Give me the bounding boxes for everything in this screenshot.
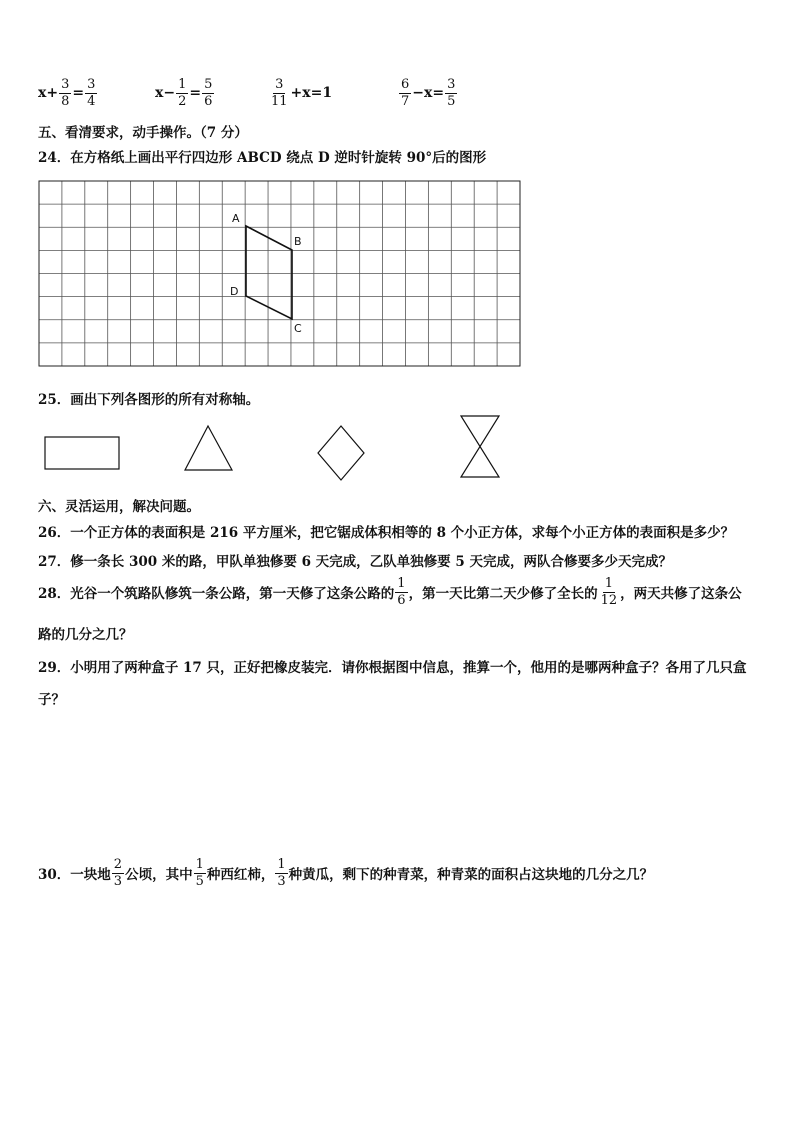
triangle-shape: [185, 426, 232, 470]
q28-fraction-1: [395, 577, 407, 607]
question-27: 27．修一条长 300 米的路，甲队单独修要 6 天完成，乙队单独修要 5 天完成，两队合修要多少天完成？: [38, 554, 672, 570]
eq4-den-a: 7: [401, 93, 410, 109]
eq1-den-b: 4: [87, 93, 96, 109]
eq1-fraction-b: [85, 78, 97, 108]
point-d-label: D: [230, 285, 239, 298]
q30-part2: 公顷，其中: [125, 867, 193, 884]
eq2-pre: x−: [155, 85, 176, 102]
eq4-den-b: 5: [447, 93, 456, 109]
question-28-line-2: 路的几分之几？: [38, 627, 133, 643]
eq3-mid: +x=1: [290, 85, 333, 102]
q30-fraction-1: [112, 858, 124, 888]
q30-part1: 30．一块地: [38, 867, 111, 884]
q28-part3: ，两天共修了这条公: [620, 586, 742, 603]
eq2-num-b: 5: [204, 77, 213, 92]
eq4-mid: −x=: [412, 85, 445, 102]
eq3-fraction-a: [269, 78, 290, 108]
eq1-fraction-a: [59, 78, 71, 108]
q28-frac1-num: 1: [397, 576, 406, 591]
eq3-num-a: 3: [275, 77, 284, 92]
eq2-num-a: 1: [178, 77, 187, 92]
eq4-fraction-a: [399, 78, 411, 108]
q30-fraction-3: [275, 858, 287, 888]
question-29-line-1: 29．小明用了两种盒子 17 只，正好把橡皮装完．请你根据图中信息，推算一个，他用的是哪两种盒子？各用了几只盒: [38, 660, 747, 676]
eq1-pre: x+: [38, 85, 59, 102]
point-b-label: B: [294, 235, 302, 248]
q30-part4: 种黄瓜，剩下的种青菜，种青菜的面积占这块地的几分之几？: [288, 867, 654, 884]
equation-1: [38, 78, 98, 108]
eq4-fraction-b: [445, 78, 457, 108]
rectangle-shape: [45, 437, 119, 469]
parallelogram-abcd: [246, 226, 292, 319]
question-24: 24．在方格纸上画出平行四边形 ABCD 绕点 D 逆时针旋转 90°后的图形: [38, 150, 487, 166]
eq1-num-a: 3: [61, 77, 70, 92]
q30-frac2-den: 5: [195, 873, 204, 889]
shapes-row: [40, 412, 510, 482]
q30-frac2-num: 1: [195, 857, 204, 872]
point-a-label: A: [232, 212, 240, 225]
equation-3: [268, 78, 332, 108]
grid-lines: [39, 181, 520, 366]
question-28-line-1: [38, 577, 742, 607]
q28-frac2-num: 1: [604, 576, 613, 591]
eq2-den-b: 6: [204, 93, 213, 109]
equation-4: [398, 78, 458, 108]
eq2-den-a: 2: [178, 93, 187, 109]
eq4-num-b: 3: [447, 77, 456, 92]
eq3-den-a: 11: [271, 93, 288, 109]
question-30: [38, 858, 653, 888]
q30-fraction-2: [194, 858, 206, 888]
section-6-heading: 六、灵活运用，解决问题。: [38, 499, 200, 515]
question-29-line-2: 子？: [38, 692, 65, 708]
eq2-mid: =: [189, 85, 202, 102]
equation-2: [155, 78, 215, 108]
question-26: 26．一个正方体的表面积是 216 平方厘米，把它锯成体积相等的 8 个小正方体，求每个小正方体的表面积是多少？: [38, 525, 735, 541]
question-25: 25．画出下列各图形的所有对称轴。: [38, 392, 260, 408]
eq2-fraction-b: [202, 78, 214, 108]
section-5-heading: 五、看清要求，动手操作。（7 分）: [38, 125, 248, 141]
eq2-fraction-a: [176, 78, 188, 108]
q28-part1: 28．光谷一个筑路队修筑一条公路，第一天修了这条公路的: [38, 586, 395, 603]
q28-fraction-2: [599, 577, 620, 607]
q30-frac3-num: 1: [277, 857, 286, 872]
eq1-den-a: 8: [61, 93, 70, 109]
q28-frac1-den: 6: [397, 592, 406, 608]
hourglass-shape: [461, 416, 499, 477]
q30-part3: 种西红柿，: [206, 867, 275, 884]
q30-frac3-den: 3: [277, 873, 286, 889]
point-c-label: C: [294, 322, 302, 335]
eq4-num-a: 6: [401, 77, 410, 92]
q28-frac2-den: 12: [600, 592, 618, 608]
q30-frac1-num: 2: [113, 857, 123, 872]
q30-frac1-den: 3: [113, 873, 123, 889]
rhombus-shape: [318, 426, 364, 480]
eq1-num-b: 3: [87, 77, 96, 92]
grid-paper: [38, 180, 522, 368]
q28-part2: ，第一天比第二天少修了全长的: [408, 586, 598, 603]
eq1-mid: =: [72, 85, 85, 102]
